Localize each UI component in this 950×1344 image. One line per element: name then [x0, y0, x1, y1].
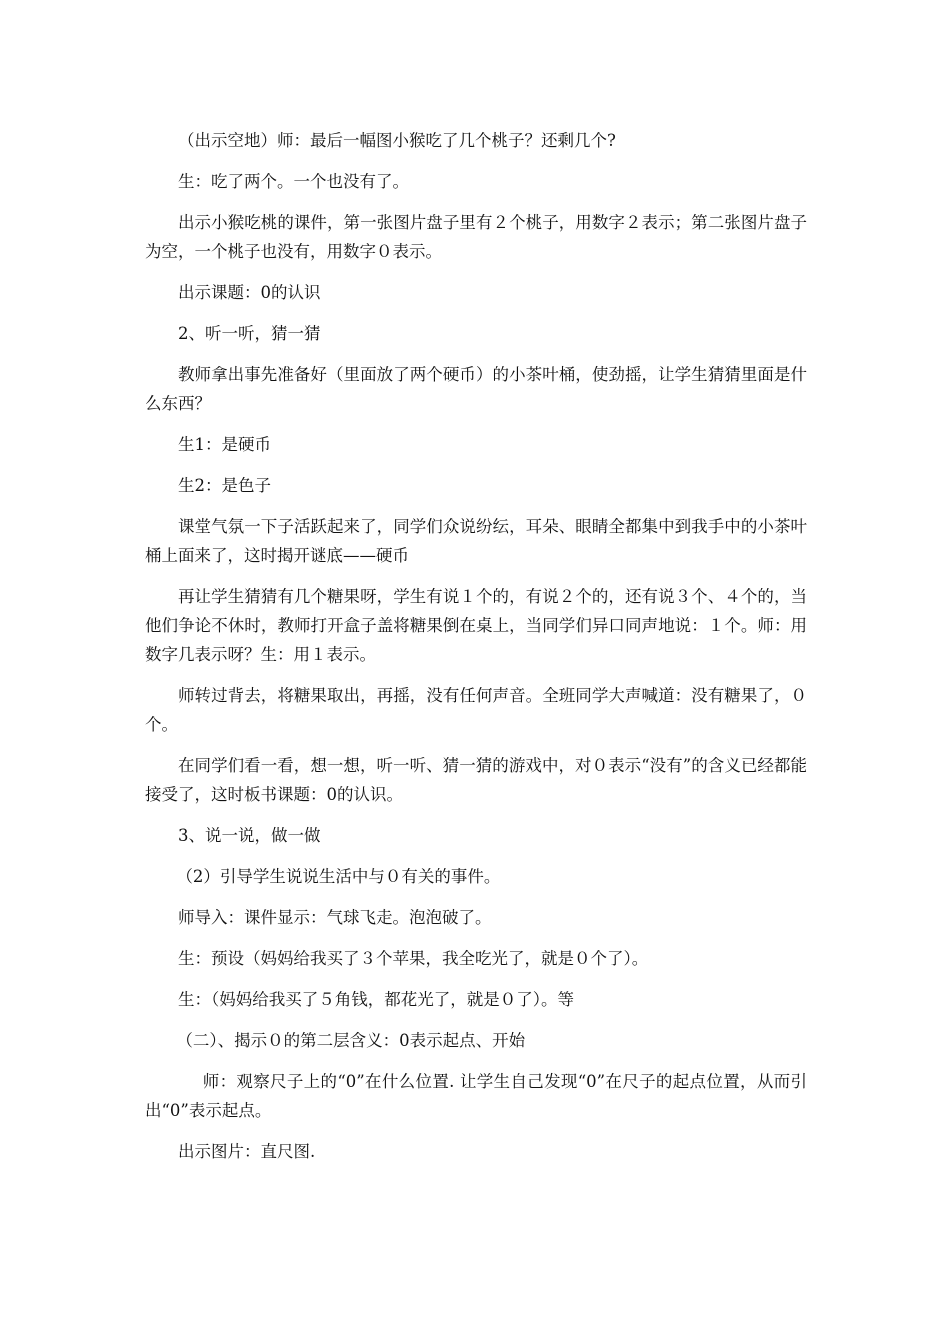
paragraph: 再让学生猜猜有几个糖果呀，学生有说１个的，有说２个的，还有说３个、４个的，当他们争论不休时，教师打开盒子盖将糖果倒在桌上，当同学们异口同声地说：１个。师：用数字几表示呀？生：用１表示。: [145, 587, 807, 664]
paragraph: 师转过背去，将糖果取出，再摇，没有任何声音。全班同学大声喊道：没有糖果了，０个。: [145, 686, 807, 734]
paragraph: （出示空地）师：最后一幅图小猴吃了几个桃子？还剩几个?: [178, 131, 616, 150]
paragraph: 出示课题：0的认识: [178, 283, 321, 302]
paragraph: 师导入：课件显示：气球飞走。泡泡破了。: [178, 908, 492, 927]
paragraph: 出示小猴吃桃的课件，第一张图片盘子里有２个桃子，用数字２表示；第二张图片盘子为空，一个桃子也没有，用数字０表示。: [145, 213, 807, 261]
paragraph: 2、听一听，猜一猜: [178, 324, 321, 343]
paragraph: 教师拿出事先准备好（里面放了两个硬币）的小茶叶桶，使劲摇，让学生猜猜里面是什么东西？: [145, 365, 807, 413]
paragraph: 3、说一说，做一做: [178, 826, 321, 845]
paragraph: 生：预设（妈妈给我买了３个苹果，我全吃光了，就是０个了）。: [178, 949, 649, 968]
paragraph: 师：观察尺子上的“0”在什么位置. 让学生自己发现“0”在尺子的起点位置，从而引出“0”表示起点。: [145, 1072, 807, 1120]
paragraph: 课堂气氛一下子活跃起来了，同学们众说纷纭，耳朵、眼睛全都集中到我手中的小茶叶桶上面来了，这时揭开谜底——硬币: [145, 517, 807, 565]
document-body: [145, 126, 807, 1178]
paragraph: （二）、揭示０的第二层含义：0表示起点、开始: [176, 1031, 526, 1050]
paragraph: 出示图片：直尺图.: [178, 1142, 316, 1161]
paragraph: 在同学们看一看，想一想，听一听、猜一猜的游戏中，对０表示“没有”的含义已经都能接受了，这时板书课题：0的认识。: [145, 756, 807, 804]
paragraph: 生1：是硬币: [178, 435, 271, 454]
paragraph: 生：（妈妈给我买了５角钱，都花光了，就是０了）。等: [178, 990, 574, 1009]
paragraph: 生：吃了两个。一个也没有了。: [178, 172, 409, 191]
paragraph: 生2：是色子: [178, 476, 271, 495]
paragraph: （2）引导学生说说生活中与０有关的事件。: [176, 867, 501, 886]
